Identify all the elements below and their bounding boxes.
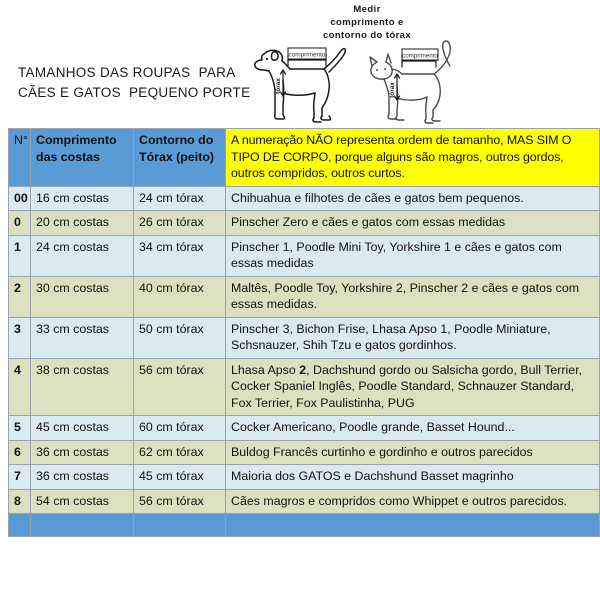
cell-breed-description: Buldog Francês curtinho e gordinho e outros parecidos xyxy=(226,440,600,465)
cell-breed-description xyxy=(226,358,600,416)
cell-chest-girth: 50 cm tórax xyxy=(134,317,226,358)
column-header-chest-line2: Tórax (peito) xyxy=(139,149,215,164)
cell-chest-girth: 56 cm tórax xyxy=(134,489,226,514)
cell-chest-girth: 40 cm tórax xyxy=(134,276,226,317)
cell-breed-description: Pinscher 3, Bichon Frise, Lhasa Apso 1, Poodle Miniature, Schsnauzer, Shih Tzu e gatos gordinhos. xyxy=(226,317,600,358)
cell-size-number: 1 xyxy=(9,235,31,276)
cell-breed-description: Cães magros e compridos como Whippet e outros parecidos. xyxy=(226,489,600,514)
footer-cell-length xyxy=(31,514,134,537)
cell-breed-description: Pinscher 1, Poodle Mini Toy, Yorkshire 1 e cães e gatos com essas medidas xyxy=(226,235,600,276)
cell-back-length: 20 cm costas xyxy=(31,211,134,236)
table-row xyxy=(9,211,600,236)
cell-back-length: 33 cm costas xyxy=(31,317,134,358)
cell-back-length: 36 cm costas xyxy=(31,440,134,465)
column-header-number: N° xyxy=(9,129,31,187)
breed-description-prefix: Lhasa Apso xyxy=(231,362,300,377)
cell-chest-girth: 60 cm tórax xyxy=(134,416,226,441)
cell-size-number: 4 xyxy=(9,358,31,416)
cell-back-length: 36 cm costas xyxy=(31,465,134,490)
column-header-chest xyxy=(134,129,226,187)
cell-back-length: 24 cm costas xyxy=(31,235,134,276)
cat-diagram-icon xyxy=(364,36,472,126)
cell-back-length: 30 cm costas xyxy=(31,276,134,317)
measure-title-line3: contorno do tórax xyxy=(322,30,412,42)
column-header-length xyxy=(31,129,134,187)
table-row xyxy=(9,317,600,358)
measurement-diagrams xyxy=(252,36,472,126)
table-row xyxy=(9,489,600,514)
cell-size-number: 2 xyxy=(9,276,31,317)
measure-title-line2: comprimento e xyxy=(330,17,404,29)
measure-title-line1: Medir xyxy=(353,4,381,15)
table-row xyxy=(9,416,600,441)
dog-diagram-icon xyxy=(252,36,360,126)
column-header-length-line2: das costas xyxy=(36,149,101,164)
cell-size-number: 8 xyxy=(9,489,31,514)
cell-breed-description: Cocker Americano, Poodle grande, Basset Hound... xyxy=(226,416,600,441)
footer-cell-chest xyxy=(134,514,226,537)
cell-size-number: 7 xyxy=(9,465,31,490)
dog-chest-label: tórax xyxy=(275,78,282,94)
cat-chest-label: tórax xyxy=(389,82,396,98)
cell-chest-girth: 34 cm tórax xyxy=(134,235,226,276)
page-title xyxy=(18,63,250,102)
table-row xyxy=(9,358,600,416)
table-row xyxy=(9,440,600,465)
table-row xyxy=(9,276,600,317)
table-row xyxy=(9,235,600,276)
table-footer-row xyxy=(9,514,600,537)
cell-back-length: 16 cm costas xyxy=(31,186,134,211)
column-header-chest-line1: Contorno do xyxy=(139,133,214,147)
cell-breed-description: Chihuahua e filhotes de cães e gatos bem pequenos. xyxy=(226,186,600,211)
column-header-length-line1: Comprimento xyxy=(36,133,117,147)
page-title-line2: CÃES E GATOS PEQUENO PORTE xyxy=(18,84,251,100)
cell-size-number: 0 xyxy=(9,211,31,236)
cell-chest-girth: 26 cm tórax xyxy=(134,211,226,236)
cell-size-number: 5 xyxy=(9,416,31,441)
breed-description-suffix: , Dachshund gordo ou Salsicha gordo, Bull Terrier, Cocker Spaniel Inglês, Poodle Standard, Schnauzer Standard, Fox Terrier, Fox Paulistinha, PUG xyxy=(231,362,583,410)
cell-breed-description: Pinscher Zero e cães e gatos com essas medidas xyxy=(226,211,600,236)
sizing-note: A numeração NÃO representa ordem de tamanho, MAS SIM O TIPO DE CORPO, porque alguns são magros, outros gordos, outros compridos, outros curtos. xyxy=(226,129,600,187)
footer-cell-description xyxy=(226,514,600,537)
cat-length-label: comprimento xyxy=(402,52,438,60)
cell-chest-girth: 24 cm tórax xyxy=(134,186,226,211)
footer-cell-number xyxy=(9,514,31,537)
cell-breed-description: Maioria dos GATOS e Dachshund Basset magrinho xyxy=(226,465,600,490)
page-title-line1: TAMANHOS DAS ROUPAS PARA xyxy=(18,65,236,80)
cell-back-length: 38 cm costas xyxy=(31,358,134,416)
cell-back-length: 54 cm costas xyxy=(31,489,134,514)
cell-size-number: 00 xyxy=(9,186,31,211)
dog-length-label: comprimento xyxy=(288,51,326,59)
cell-back-length: 45 cm costas xyxy=(31,416,134,441)
table-row xyxy=(9,465,600,490)
breed-description-emphasis: 2 xyxy=(299,362,307,377)
header-banner xyxy=(0,0,600,128)
clothing-sizes-table xyxy=(8,128,600,537)
cell-chest-girth: 62 cm tórax xyxy=(134,440,226,465)
table-row xyxy=(9,186,600,211)
table-header-row xyxy=(9,129,600,187)
cell-size-number: 3 xyxy=(9,317,31,358)
cell-chest-girth: 56 cm tórax xyxy=(134,358,226,416)
cell-size-number: 6 xyxy=(9,440,31,465)
cell-chest-girth: 45 cm tórax xyxy=(134,465,226,490)
cell-breed-description: Maltês, Poodle Toy, Yorkshire 2, Pinscher 2 e cães e gatos com essas medidas. xyxy=(226,276,600,317)
table-body xyxy=(9,186,600,514)
